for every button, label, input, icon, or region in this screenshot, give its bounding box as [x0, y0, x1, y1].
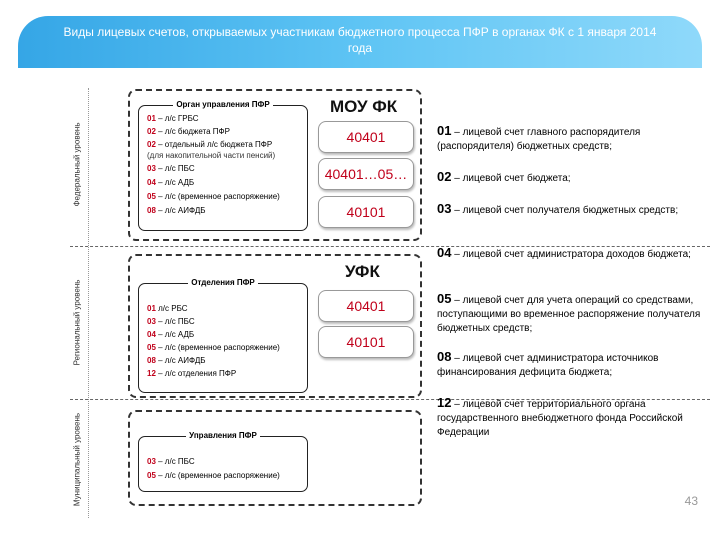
regional-body-title: Отделения ПФР: [188, 278, 258, 287]
account-row: 05 – л/с (временное распоряжение): [147, 471, 280, 480]
municipal-body-box: [138, 431, 308, 492]
account-row: 04 – л/с АДБ: [147, 330, 195, 339]
level-label-federal: Федеральный уровень: [72, 122, 82, 207]
account-row: 05 – л/с (временное распоряжение): [147, 343, 280, 352]
account-row: 12 – л/с отделения ПФР: [147, 369, 237, 378]
account-row: 05 – л/с (временное распоряжение): [147, 192, 280, 201]
municipal-body-title: Управления ПФР: [186, 431, 260, 440]
level-axis-line: [88, 88, 89, 518]
account-row: 03 – л/с ПБС: [147, 164, 195, 173]
definition-item: 08 – лицевой счет администратора источников финансирования дефицита бюджета;: [437, 349, 659, 378]
account-pill: 40401…05…: [318, 158, 414, 190]
page-number: 43: [684, 494, 698, 508]
definition-item: 12 – лицевой счет территориального органа государственного внебюджетного фонда Российской Федерации: [437, 395, 683, 438]
account-row: 08 – л/с АИФДБ: [147, 356, 206, 365]
account-row: 01 л/с РБС: [147, 304, 188, 313]
federal-heading: МОУ ФК: [330, 97, 398, 116]
account-pill: 40101: [318, 326, 414, 358]
regional-body-box: [138, 278, 308, 393]
account-row: 03 – л/с ПБС: [147, 317, 195, 326]
federal-body-title: Орган управления ПФР: [173, 100, 272, 109]
federal-body-box: [138, 100, 308, 231]
account-row: 02 – отдельный л/с бюджета ПФР: [147, 140, 273, 149]
account-row: 03 – л/с ПБС: [147, 457, 195, 466]
account-row: 02 – л/с бюджета ПФР: [147, 127, 230, 136]
account-pill: 40101: [318, 196, 414, 228]
level-label-municipal: Муниципальный уровень: [72, 412, 82, 507]
regional-heading: УФК: [345, 262, 380, 281]
definition-item: 04 – лицевой счет администратора доходов бюджета;: [437, 245, 691, 260]
account-pill: 40401: [318, 121, 414, 153]
account-row: 01 – л/с ГРБС: [147, 114, 199, 123]
level-label-regional: Региональный уровень: [72, 279, 82, 366]
definition-item: 03 – лицевой счет получателя бюджетных средств;: [437, 201, 679, 216]
slide-title: Виды лицевых счетов, открываемых участникам бюджетного процесса ПФР в органах ФК с 1 января 2014 года: [63, 25, 657, 55]
definition-item: 01 – лицевой счет главного распорядителя (распорядителя) бюджетных средств;: [437, 123, 641, 152]
definition-item: 02 – лицевой счет бюджета;: [437, 169, 571, 184]
account-row: 04 – л/с АДБ: [147, 178, 195, 187]
account-row: 08 – л/с АИФДБ: [147, 206, 206, 215]
definition-item: 05 – лицевой счет для учета операций со средствами, поступающими во временное распоряжение получателя бюджетных средств;: [437, 291, 701, 334]
account-row-note: (для накопительной части пенсий): [147, 151, 276, 160]
account-pill: 40401: [318, 290, 414, 322]
